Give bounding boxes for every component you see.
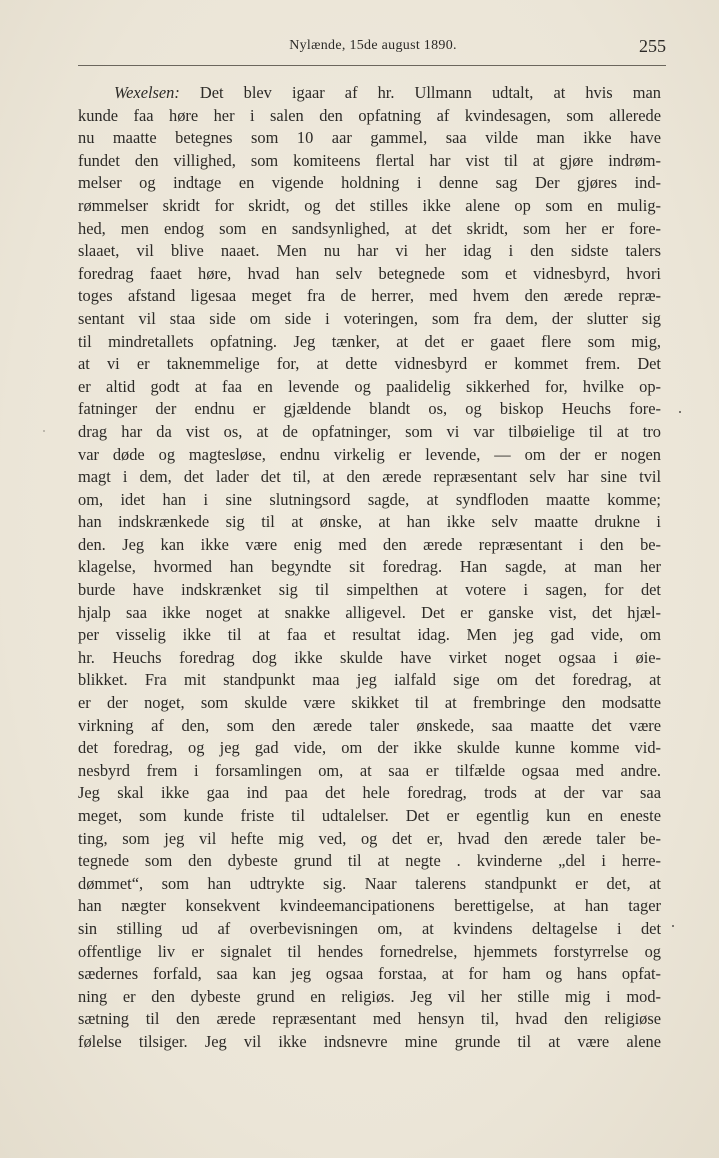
text-line: Wexelsen: Det blev igaar af hr. Ullmann udtalt, at hvis man bbox=[114, 83, 661, 102]
text-line: klagelse, hvormed han begyndte sit foredrag. Han sagde, at man her bbox=[78, 557, 661, 577]
text-line: hr. Heuchs foredrag dog ikke skulde have virket noget ogsaa i øie- bbox=[78, 647, 661, 667]
text-line: dømmet“, som han udtrykte sig. Naar talerens standpunkt er det, at bbox=[78, 873, 661, 893]
text-line: sin stilling ud af overbevisningen om, at kvindens deltagelse i det bbox=[78, 918, 661, 938]
text-line: slaaet, vil blive naaet. Men nu har vi her idag i den sidste talers bbox=[78, 241, 661, 261]
paper-speck bbox=[43, 430, 45, 432]
text-line: hjalp saa ikke noget at snakke alligevel. Det er ganske vist, det hjæl- bbox=[78, 602, 661, 622]
page-header bbox=[78, 36, 668, 62]
text-line: offentlige liv er signalet til hendes fornedrelse, hjemmets forstyrrelse og bbox=[78, 941, 661, 961]
text-line: toges afstand ligesaa meget fra de herrer, med hvem den ærede repræ- bbox=[78, 286, 661, 306]
text-line: sentant vil staa side om side i voteringen, som fra dem, der slutter sig bbox=[78, 308, 661, 328]
paper-speck bbox=[679, 411, 681, 413]
text-line: kunde faa høre her i salen den opfatning af kvindesagen, som allerede bbox=[78, 105, 661, 125]
paper-speck bbox=[672, 925, 674, 927]
header-rule bbox=[78, 65, 666, 66]
text-line: var døde og magtesløse, endnu virkelig er levende, — om der er nogen bbox=[78, 444, 661, 464]
text-line: han indskrænkede sig til at ønske, at han ikke selv maatte drukne i bbox=[78, 512, 661, 532]
text-line: fatninger der endnu er gjældende blandt os, og biskop Heuchs fore- bbox=[78, 399, 661, 419]
text-line: han nægter konsekvent kvindeemancipationens berettigelse, at han tager bbox=[78, 896, 661, 916]
text-line: den. Jeg kan ikke være enig med den ærede repræsentant i den be- bbox=[78, 534, 661, 554]
text-line: per visselig ikke til at faa et resultat idag. Men jeg gad vide, om bbox=[78, 625, 661, 645]
running-head: Nylænde, 15de august 1890. bbox=[289, 38, 457, 53]
text-line: blikket. Fra mit standpunkt maa jeg ialfald sige om det foredrag, at bbox=[78, 670, 661, 690]
text-line: ting, som jeg vil hefte mig ved, og det er, hvad den ærede taler be- bbox=[78, 828, 661, 848]
text-line: Jeg skal ikke gaa ind paa det hele foredrag, trods at der var saa bbox=[78, 783, 661, 803]
text-line: virkning af den, som den ærede taler ønskede, saa maatte det være bbox=[78, 715, 661, 735]
text-line: magt i dem, det lader det til, at den ærede repræsentant selv har sine tvil bbox=[78, 467, 661, 487]
text-line: drag har da vist os, at de opfatninger, som vi var tilbøielige til at tro bbox=[78, 421, 661, 441]
text-line: følelse tilsiger. Jeg vil ikke indsnevre mine grunde til at være alene bbox=[78, 1031, 661, 1051]
text-line: er altid godt at faa en levende og paalidelig sikkerhed for, hvilke op- bbox=[78, 376, 661, 396]
text-line: om, idet han i sine slutningsord sagde, at syndfloden maatte komme; bbox=[78, 489, 661, 509]
text-line: sædernes forfald, saa kan jeg ogsaa forstaa, at for ham og hans opfat- bbox=[78, 964, 661, 984]
text-line: foredrag faaet høre, hvad han selv betegnede som et vidnesbyrd, hvori bbox=[78, 263, 661, 283]
text-line: tegnede som den dybeste grund til at negte . kvinderne „del i herre- bbox=[78, 851, 661, 871]
speaker-name: Wexelsen: bbox=[114, 83, 180, 102]
text-line: nesbyrd frem i forsamlingen om, at saa er tilfælde ogsaa med andre. bbox=[78, 760, 661, 780]
text-line: nu maatte betegnes som 10 aar gammel, saa vilde man ikke have bbox=[78, 128, 661, 148]
text-line: burde have indskrænket sig til simpelthen at votere i sagen, for det bbox=[78, 580, 661, 600]
text-line: det foredrag, og jeg gad vide, om der ikke skulde kunne komme vid- bbox=[78, 738, 661, 758]
text-line: at vi er taknemmelige for, at dette vidnesbyrd er kommet frem. Det bbox=[78, 354, 661, 374]
page-number: 255 bbox=[639, 36, 666, 56]
text-line: hed, men endog som en sandsynlighed, at det skridt, som her er fore- bbox=[78, 218, 661, 238]
text-line: rømmelser skridt for skridt, og det stilles ikke alene op som en mulig- bbox=[78, 195, 661, 215]
body-text bbox=[78, 82, 661, 1054]
text-line: fundet den villighed, som komiteens flertal har vist til at gjøre indrøm- bbox=[78, 150, 661, 170]
text-line: meget, som kunde friste til udtalelser. Det er egentlig kun en eneste bbox=[78, 806, 661, 825]
text-line: er der noget, som skulde være skikket til at frembringe den modsatte bbox=[78, 693, 661, 713]
text-line: ning er den dybeste grund en religiøs. Jeg vil her stille mig i mod- bbox=[78, 986, 661, 1006]
text-line: melser og indtage en vigende holdning i denne sag Der gjøres ind- bbox=[78, 173, 661, 193]
text-line: til mindretallets opfatning. Jeg tænker, at det er gaaet flere som mig, bbox=[78, 331, 661, 351]
text-line: sætning til den ærede repræsentant med hensyn til, hvad den religiøse bbox=[78, 1009, 661, 1029]
